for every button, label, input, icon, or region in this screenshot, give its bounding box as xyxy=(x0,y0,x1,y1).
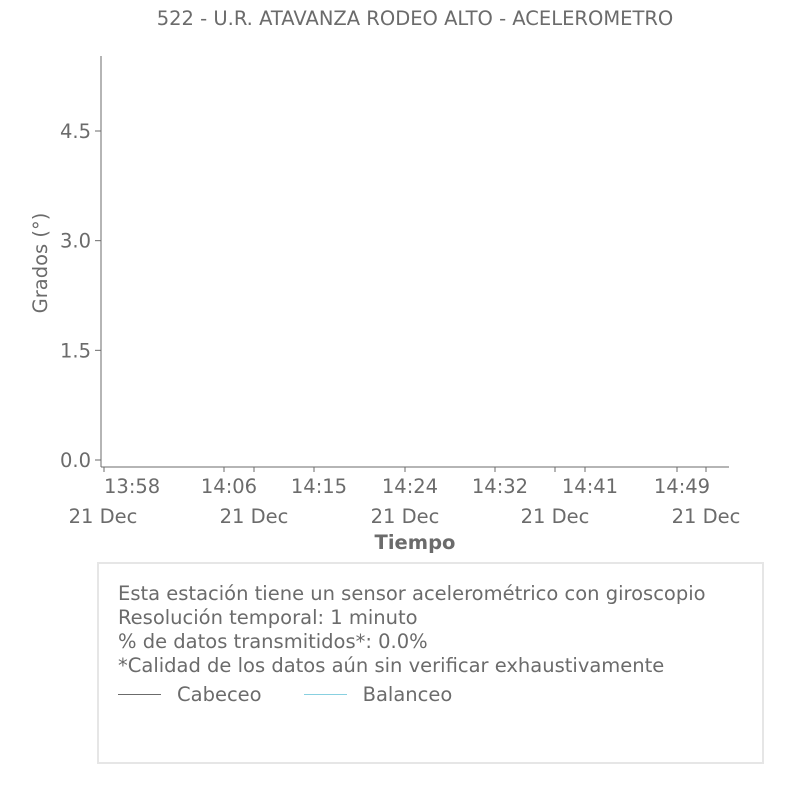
info-line-sensor: Esta estación tiene un sensor acelerométrico con giroscopio xyxy=(118,582,706,605)
x-tick-time-label: 14:15 xyxy=(290,475,348,498)
legend-item-balanceo[interactable] xyxy=(304,683,453,706)
x-tick-date-label: 21 Dec xyxy=(219,505,289,528)
legend-label-balanceo: Balanceo xyxy=(362,682,453,706)
y-tick-label: 0.0 xyxy=(59,449,91,472)
chart-title: 522 - U.R. ATAVANZA RODEO ALTO - ACELEROMETRO xyxy=(156,7,674,30)
info-box xyxy=(97,562,764,764)
legend-swatch-balanceo xyxy=(304,694,347,695)
legend-label-cabeceo: Cabeceo xyxy=(177,682,262,706)
x-tick-time-label: 13:58 xyxy=(104,475,161,498)
x-tick-time-label: 14:49 xyxy=(653,475,711,498)
y-tick-label: 1.5 xyxy=(59,339,91,363)
x-tick-time-label: 14:41 xyxy=(561,475,619,498)
legend xyxy=(118,682,494,706)
x-tick-date-label: 21 Dec xyxy=(68,505,138,528)
info-line-resolution: Resolución temporal: 1 minuto xyxy=(118,606,418,629)
legend-item-cabeceo[interactable] xyxy=(118,683,262,706)
x-tick-date-label: 21 Dec xyxy=(520,505,590,528)
x-tick-time-label: 14:32 xyxy=(471,475,529,498)
x-tick-time-label: 14:06 xyxy=(200,475,258,498)
info-line-quality: *Calidad de los datos aún sin verificar exhaustivamente xyxy=(118,654,665,677)
y-tick-label: 3.0 xyxy=(59,229,91,253)
info-line-transmitted: % de datos transmitidos*: 0.0% xyxy=(118,630,428,653)
legend-swatch-cabeceo xyxy=(118,694,161,695)
x-tick-time-label: 14:24 xyxy=(381,475,439,498)
x-tick-date-label: 21 Dec xyxy=(671,505,741,528)
x-tick-date-label: 21 Dec xyxy=(370,505,440,528)
x-axis-label: Tiempo xyxy=(374,531,456,554)
y-axis-label: Grados (°) xyxy=(29,212,52,314)
y-tick-label: 4.5 xyxy=(59,120,91,143)
